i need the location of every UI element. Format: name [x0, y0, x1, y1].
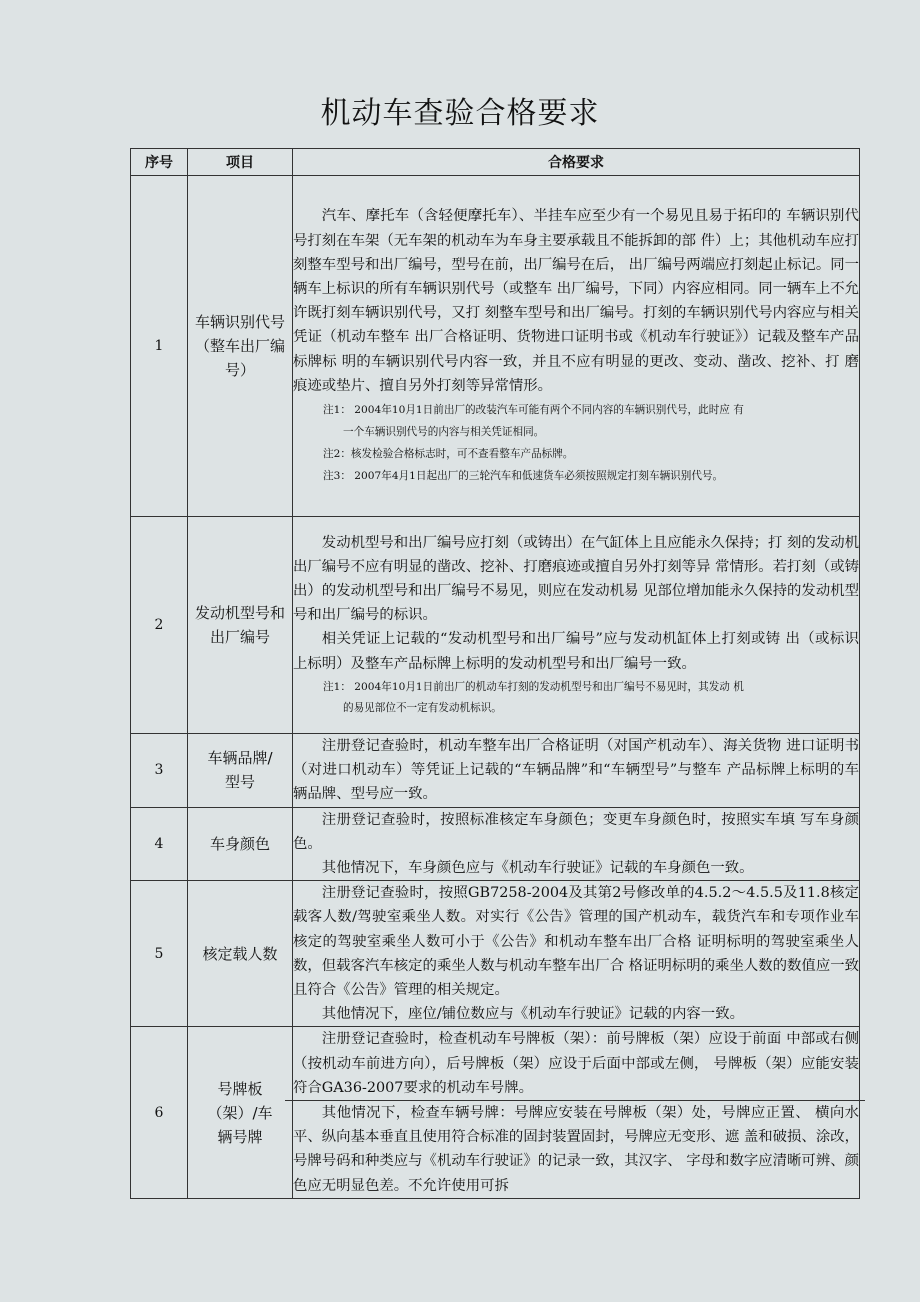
note-continuation: 一个车辆识别代号的内容与相关凭证相同。: [343, 425, 545, 438]
row-number: 3: [131, 734, 188, 808]
note: [293, 465, 859, 488]
row-item: 发动机型号和出厂编号: [188, 517, 293, 734]
table-row: [131, 734, 860, 808]
note: [293, 399, 859, 443]
note-text: 注2：核发检验合格标志时，可不查看整车产品标牌。: [323, 447, 574, 460]
header-requirement: 合格要求: [293, 149, 860, 176]
requirement-paragraph: 注册登记查验时，检查机动车号牌板（架）：前号牌板（架）应设于前面 中部或右侧（按机动车前进方向），后号牌板（架）应设于后面中部或左侧， 号牌板（架）应能安装符合GA36-2007要求的机动车号牌。: [293, 1031, 859, 1096]
row-number: 6: [131, 1027, 188, 1198]
note-continuation: 的易见部位不一定有发动机标识。: [343, 702, 502, 715]
table-row: [131, 881, 860, 1027]
header-item: 项目: [188, 149, 293, 176]
header-no: 序号: [131, 149, 188, 176]
requirement-cell: [293, 1027, 860, 1198]
requirement-paragraph: 注册登记查验时，按照标准核定车身颜色；变更车身颜色时，按照实车填 写车身颜色。: [293, 811, 859, 852]
requirement-paragraph: 其他情况下，检查车辆号牌：号牌应安装在号牌板（架）处，号牌应正置、 横向水平、纵向基本垂直且使用符合标准的固封装置固封，号牌应无变形、遮 盖和破损、涂改，号牌号码和种类应与《机动车行驶证》的记录一致，其汉字、 字母和数字应清晰可辨、颜色应无明显色差。不允许使用可拆: [293, 1105, 859, 1194]
row-item: 车身颜色: [188, 807, 293, 881]
table-row: [131, 1027, 860, 1198]
row-item: 核定载人数: [188, 881, 293, 1027]
requirement-paragraph: 注册登记查验时，按照GB7258-2004及其第2号修改单的4.5.2〜4.5.5及11.8核定载客人数/驾驶室乘坐人数。对实行《公告》管理的国产机动车，载货汽车和专项作业车核定的驾驶室乘坐人数可小于《公告》和机动车整车出厂合格 证明标明的驾驶室乘坐人数，但载客汽车核定的乘坐人数与机动车整车出厂合 格证明标明的乘坐人数的数值应一致且符合《公告》管理的相关规定。: [293, 885, 859, 999]
row-number: 4: [131, 807, 188, 881]
row-item: 车辆识别代号（整车出厂编号）: [188, 176, 293, 517]
row-item: 车辆品牌/型号: [188, 734, 293, 808]
row-item: 号牌板（架）/车辆号牌: [188, 1027, 293, 1198]
cell-divider: [285, 1100, 865, 1198]
row-number: 1: [131, 176, 188, 517]
requirement-paragraph: 其他情况下，车身颜色应与《机动车行驶证》记载的车身颜色一致。: [321, 860, 754, 877]
table-header-row: [131, 149, 860, 176]
table-row: [131, 807, 860, 881]
requirements-table: [130, 148, 860, 1199]
row-number: 5: [131, 881, 188, 1027]
note: [293, 443, 859, 466]
requirement-cell: [293, 807, 860, 881]
note-text: 注1： 2004年10月1日前出厂的机动车打刻的发动机型号和出厂编号不易见时，其发动 机: [323, 680, 744, 693]
note: [293, 676, 859, 720]
requirement-paragraph: 汽车、摩托车（含轻便摩托车）、半挂车应至少有一个易见且易于拓印的 车辆识别代号打刻在车架（无车架的机动车为车身主要承载且不能拆卸的部 件）上；其他机动车应打刻整车型号和出厂编号，型号在前，出厂编号在后， 出厂编号两端应打刻起止标记。同一辆车上标识的所有车辆识别代号（或整车 出厂编号，下同）内容应相同。同一辆车上不允许既打刻车辆识别代号，又打 刻整车型号和出厂编号。打刻的车辆识别代号内容应与相关凭证（机动车整车 出厂合格证明、货物进口证明书或《机动车行驶证》）记载及整车产品标牌标 明的车辆识别代号内容一致，并且不应有明显的更改、变动、凿改、挖补、打 磨痕迹或垫片、擅自另外打刻等异常情形。: [293, 208, 859, 394]
row-number: 2: [131, 517, 188, 734]
requirement-paragraph: 发动机型号和出厂编号应打刻（或铸出）在气缸体上且应能永久保持；打 刻的发动机出厂编号不应有明显的凿改、挖补、打磨痕迹或擅自另外打刻等异 常情形。若打刻（或铸出）的发动机型号和出厂编号不易见，则应在发动机易 见部位增加能永久保持的发动机型号和出厂编号的标识。: [293, 534, 859, 624]
requirement-cell: [293, 517, 860, 734]
requirement-cell: [293, 881, 860, 1027]
table-row: [131, 176, 860, 517]
requirement-cell: [293, 176, 860, 517]
requirement-paragraph: 注册登记查验时，机动车整车出厂合格证明（对国产机动车）、海关货物 进口证明书（对进口机动车）等凭证上记载的“车辆品牌”和“车辆型号”与整车 产品标牌上标明的车辆品牌、型号应一致。: [293, 738, 859, 803]
note-text: 注3： 2007年4月1日起出厂的三轮汽车和低速货车必须按照规定打刻车辆识别代号。: [323, 470, 724, 483]
requirement-paragraph: 其他情况下，座位/铺位数应与《机动车行驶证》记载的内容一致。: [321, 1006, 744, 1023]
requirement-cell: [293, 734, 860, 808]
requirement-paragraph: 相关凭证上记载的“发动机型号和出厂编号”应与发动机缸体上打刻或铸 出（或标识上标明）及整车产品标牌上标明的发动机型号和出厂编号一致。: [293, 631, 859, 672]
page-title: 机动车查验合格要求: [320, 96, 600, 131]
table-row: [131, 517, 860, 734]
note-text: 注1： 2004年10月1日前出厂的改装汽车可能有两个不同内容的车辆识别代号，此时应 有: [323, 404, 744, 417]
